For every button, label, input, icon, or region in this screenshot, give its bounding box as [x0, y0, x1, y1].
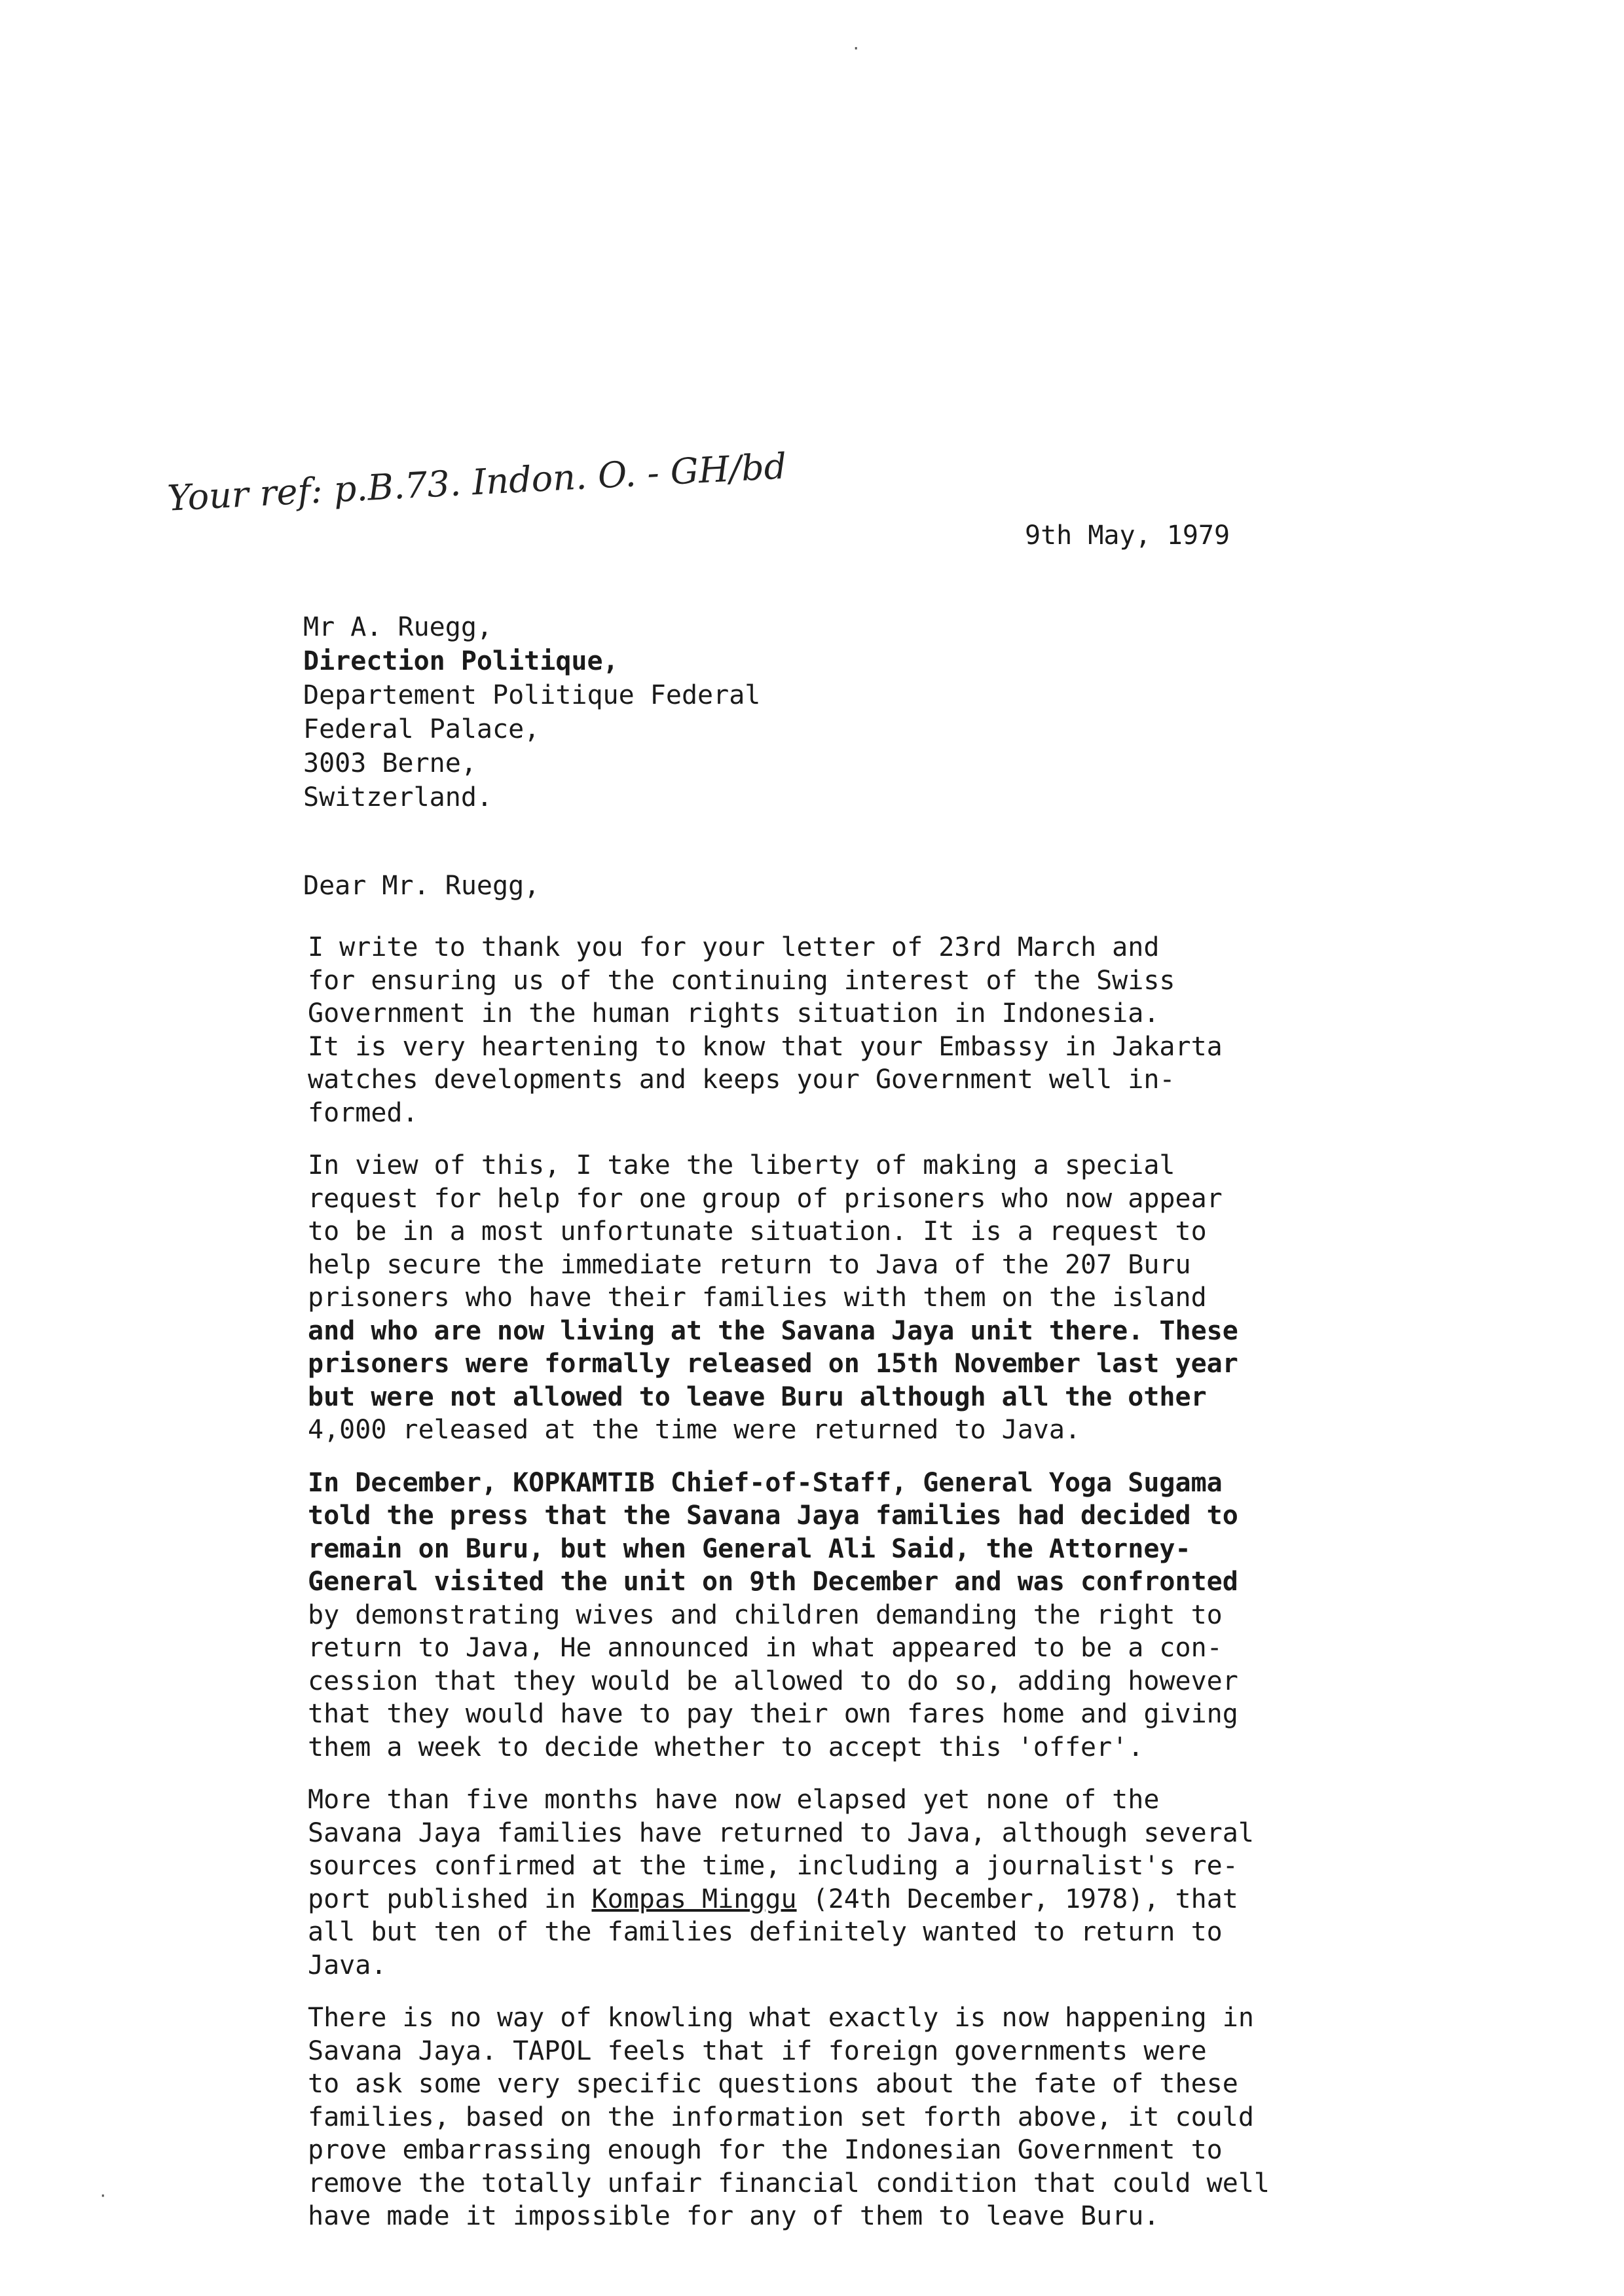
body-line: prisoners were formally released on 15th November last year — [308, 1349, 1238, 1379]
body-line: There is no way of knowling what exactly is now happening in — [308, 2003, 1254, 2033]
paragraph — [308, 2001, 1506, 2233]
body-line: sources confirmed at the time, including a journalist's re- — [308, 1851, 1238, 1881]
body-line: 4,000 released at the time were returned to Java. — [308, 1415, 1081, 1445]
body-line: all but ten of the families definitely wanted to return to — [308, 1917, 1223, 1947]
paragraph — [308, 931, 1506, 1129]
letter-body — [308, 931, 1506, 2253]
paragraph — [308, 1467, 1506, 1764]
handwritten-reference-note: Your ref: p.B.73. Indon. O. - GH/bd — [166, 445, 788, 519]
paragraph — [308, 1783, 1506, 1982]
newspaper-title: Kompas Minggu — [591, 1884, 797, 1914]
body-line: In December, KOPKAMTIB Chief-of-Staff, General Yoga Sugama — [308, 1467, 1223, 1498]
body-line: cession that they would be allowed to do so, adding however — [308, 1666, 1238, 1696]
body-line: watches developments and keeps your Government well in- — [308, 1065, 1175, 1095]
address-line: Federal Palace, — [303, 714, 540, 744]
address-line: 3003 Berne, — [303, 748, 477, 778]
body-line: I write to thank you for your letter of 23rd March and — [308, 932, 1160, 962]
body-line: but were not allowed to leave Buru although all the other — [308, 1381, 1207, 1412]
body-line: for ensuring us of the continuing interest of the Swiss — [308, 965, 1175, 996]
body-line: that they would have to pay their own fares home and giving — [308, 1699, 1238, 1729]
body-line: In view of this, I take the liberty of making a special — [308, 1150, 1175, 1180]
body-line: Java. — [308, 1950, 387, 1980]
scan-speck: · — [98, 2187, 108, 2205]
body-line: It is very heartening to know that your Embassy in Jakarta — [308, 1031, 1223, 1062]
body-line: Savana Jaya families have returned to Java, although several — [308, 1817, 1254, 1848]
body-line: by demonstrating wives and children demanding the right to — [308, 1599, 1223, 1630]
body-line: remove the totally unfair financial condition that could well — [308, 2168, 1270, 2198]
address-line: Departement Politique Federal — [303, 680, 761, 710]
body-line: remain on Buru, but when General Ali Said, the Attorney- — [308, 1533, 1191, 1564]
body-line: families, based on the information set forth above, it could — [308, 2102, 1254, 2132]
body-line: and who are now living at the Savana Jaya unit there. These — [308, 1315, 1238, 1346]
scan-speck: · — [851, 39, 861, 58]
address-line: Mr A. Ruegg, — [303, 612, 492, 642]
body-line: return to Java, He announced in what appeared to be a con- — [308, 1633, 1223, 1663]
paragraph — [308, 1149, 1506, 1447]
body-line: have made it impossible for any of them to leave Buru. — [308, 2201, 1160, 2231]
body-line: them a week to decide whether to accept this 'offer'. — [308, 1732, 1144, 1762]
address-line: Switzerland. — [303, 782, 492, 812]
body-line: prisoners who have their families with them on the island — [308, 1283, 1207, 1313]
body-line: Savana Jaya. TAPOL feels that if foreign governments were — [308, 2035, 1207, 2066]
body-line: Government in the human rights situation in Indonesia. — [308, 998, 1160, 1029]
body-line: told the press that the Savana Jaya families had decided to — [308, 1501, 1238, 1531]
body-line: request for help for one group of prisoners who now appear — [308, 1183, 1223, 1214]
body-line: to ask some very specific questions about the fate of these — [308, 2069, 1238, 2099]
body-line: More than five months have now elapsed yet none of the — [308, 1785, 1160, 1815]
body-line: to be in a most unfortunate situation. It is a request to — [308, 1216, 1207, 1247]
address-line: Direction Politique, — [303, 646, 619, 676]
body-line: General visited the unit on 9th December and was confronted — [308, 1567, 1238, 1597]
body-line: help secure the immediate return to Java of the 207 Buru — [308, 1249, 1191, 1280]
body-line: port published in Kompas Minggu (24th December, 1978), that — [308, 1884, 1238, 1914]
salutation: Dear Mr. Ruegg, — [303, 871, 540, 901]
body-line: formed. — [308, 1097, 418, 1128]
letter-date: 9th May, 1979 — [1025, 520, 1230, 551]
recipient-address — [303, 610, 760, 814]
body-line: prove embarrassing enough for the Indonesian Government to — [308, 2135, 1223, 2165]
